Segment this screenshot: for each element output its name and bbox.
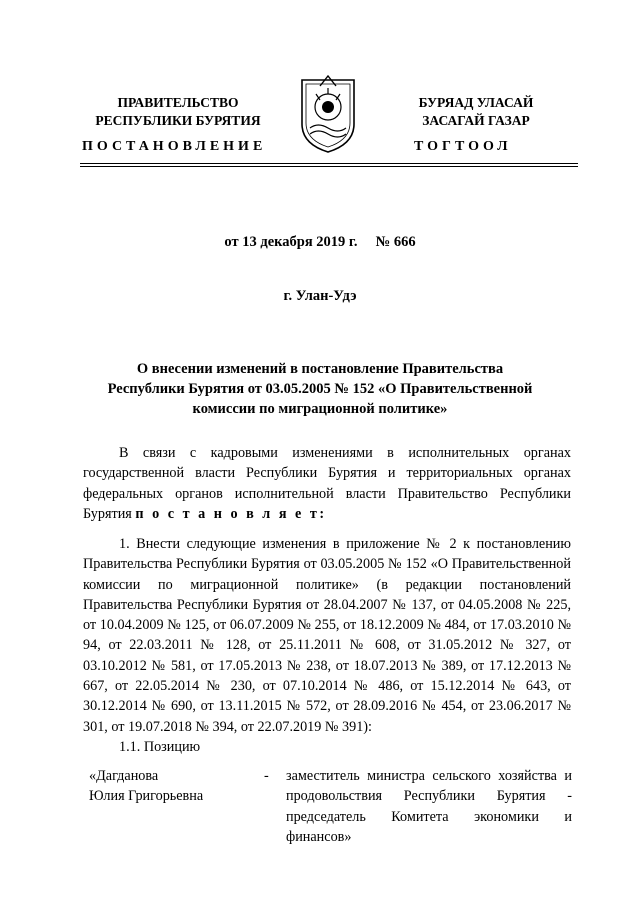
coat-of-arms-icon bbox=[296, 72, 360, 156]
position-name-line2: Юлия Григорьевна bbox=[89, 788, 204, 805]
preamble-paragraph bbox=[83, 443, 571, 524]
header-right-line2: ЗАСАГАЙ ГАЗАР bbox=[422, 113, 530, 128]
item-1-1-paragraph: 1.1. Позицию bbox=[119, 739, 201, 755]
position-dash: - bbox=[264, 768, 269, 784]
subject-line2: Республики Бурятия от 03.05.2005 № 152 «О Правительственной bbox=[107, 381, 533, 397]
decree-word: п о с т а н о в л я е т: bbox=[135, 505, 327, 522]
header-left-line2: РЕСПУБЛИКИ БУРЯТИЯ bbox=[95, 113, 261, 128]
position-name-line1: «Дагданова bbox=[89, 768, 159, 784]
header-divider-top bbox=[80, 163, 578, 164]
subject-line1: О внесении изменений в постановление Правительства bbox=[136, 361, 504, 377]
document-subject bbox=[0, 359, 640, 419]
header-divider-bottom bbox=[80, 166, 578, 167]
header-right-org bbox=[376, 94, 576, 130]
document-city: г. Улан-Удэ bbox=[283, 288, 357, 304]
preamble-text: В связи с кадровыми изменениями в исполнительных органах государственной власти Республики Бурятия и территориальных органах федеральных органов исполнительной власти Правительство Республики Бурятия bbox=[83, 445, 571, 522]
subject-line3: комиссии по миграционной политике» bbox=[192, 401, 448, 417]
header-left-org bbox=[78, 94, 278, 130]
position-name bbox=[89, 766, 203, 807]
position-role: заместитель министра сельского хозяйства и продовольствия Республики Бурятия - председатель Комитета экономики и финансов» bbox=[286, 768, 572, 845]
document-date-number: от 13 декабря 2019 г. № 666 bbox=[224, 234, 416, 250]
header-left-title: ПОСТАНОВЛЕНИЕ bbox=[82, 139, 267, 154]
header-right-line1: БУРЯАД УЛАСАЙ bbox=[418, 95, 534, 110]
header-left-line1: ПРАВИТЕЛЬСТВО bbox=[117, 95, 239, 110]
header-right-title: ТОГТООЛ bbox=[414, 139, 512, 154]
item-1-paragraph: 1. Внести следующие изменения в приложение № 2 к постановлению Правительства Республики Бурятия от 03.05.2005 № 152 «О Правительственной комиссии по миграционной политике» (в редакции постановлений Правительства Республики Бурятия от 28.04.2007 № 137, от 04.05.2008 № 225, от 10.04.2009 № 125, от 06.07.2009 № 255, от 18.12.2009 № 484, от 17.03.2010 № 94, от 22.03.2011 № 128, от 25.11.2011 № 608, от 31.05.2012 № 327, от 03.10.2012 № 581, от 17.05.2013 № 238, от 18.07.2013 № 389, от 17.12.2013 № 667, от 22.05.2014 № 230, от 07.10.2014 № 486, от 15.12.2014 № 643, от 30.12.2014 № 690, от 13.11.2015 № 572, от 28.09.2016 № 454, от 23.06.2017 № 301, от 19.07.2018 № 394, от 22.07.2019 № 391): bbox=[83, 536, 571, 735]
